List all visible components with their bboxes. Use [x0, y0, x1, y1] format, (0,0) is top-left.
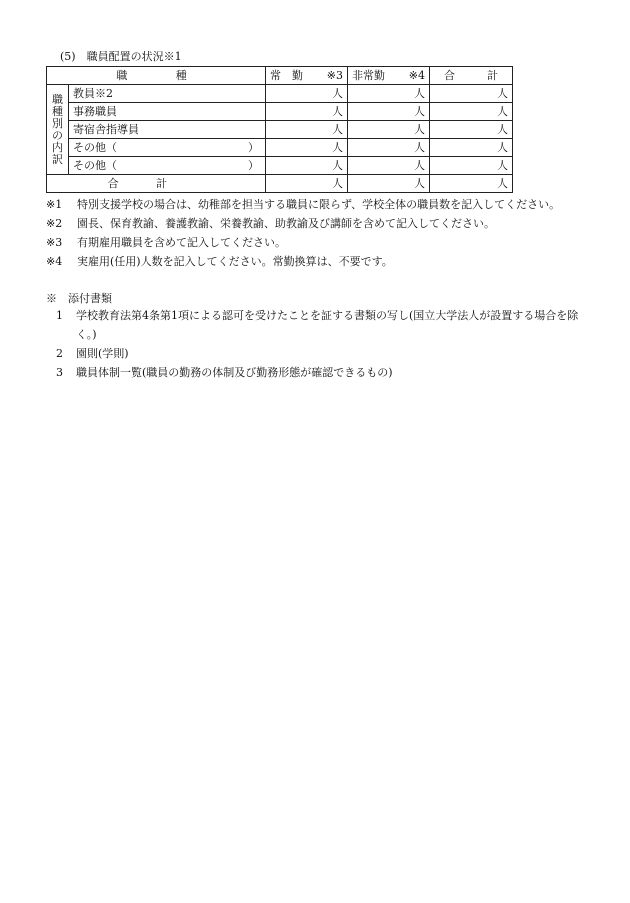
total-cell[interactable]: 人 [430, 85, 513, 103]
total-row [47, 175, 513, 193]
attachment-item [56, 363, 586, 382]
fulltime-cell[interactable]: 人 [266, 157, 348, 175]
parttime-cell[interactable]: 人 [348, 85, 430, 103]
table-row [47, 157, 513, 175]
note-item [46, 214, 606, 233]
header-total-label2: 計 [487, 69, 499, 82]
total-cell[interactable]: 人 [430, 157, 513, 175]
header-fulltime [266, 67, 348, 85]
attachment-number: 2 [56, 347, 63, 360]
fulltime-cell[interactable]: 人 [266, 121, 348, 139]
table-row [47, 121, 513, 139]
attachment-text: 職員体制一覧(職員の勤務の体制及び勤務形態が確認できるもの) [76, 366, 393, 379]
attachments-list [56, 306, 586, 382]
note-text: 実雇用(任用)人数を記入してください。常勤換算は、不要です。 [77, 255, 393, 268]
table-header-row [47, 67, 513, 85]
parttime-cell[interactable]: 人 [348, 139, 430, 157]
parttime-cell[interactable]: 人 [348, 121, 430, 139]
row-label: 事務職員 [69, 103, 266, 121]
side-label: 職種別の内訳 [47, 85, 69, 175]
parttime-cell[interactable]: 人 [348, 103, 430, 121]
note-mark: ※2 [46, 217, 63, 230]
fulltime-cell[interactable]: 人 [266, 85, 348, 103]
other-label: その他（ [73, 141, 117, 154]
attachment-item [56, 306, 586, 344]
note-text: 園長、保育教諭、養護教諭、栄養教諭、助教諭及び講師を含めて記入してください。 [77, 217, 495, 230]
other-close: ） [248, 141, 260, 154]
attachment-text: 園則(学則) [76, 347, 129, 360]
parttime-total-cell[interactable]: 人 [348, 175, 430, 193]
row-label: 教員※2 [69, 85, 266, 103]
note-mark: ※1 [46, 198, 63, 211]
total-cell[interactable]: 人 [430, 121, 513, 139]
notes [46, 195, 606, 271]
grand-total-cell[interactable]: 人 [430, 175, 513, 193]
table-row [47, 85, 513, 103]
header-fulltime-note: ※3 [326, 69, 344, 82]
note-mark: ※3 [46, 236, 63, 249]
note-mark: ※4 [46, 255, 63, 268]
attachment-number: 3 [56, 366, 63, 379]
fulltime-total-cell[interactable]: 人 [266, 175, 348, 193]
fulltime-cell[interactable]: 人 [266, 139, 348, 157]
total-cell[interactable]: 人 [430, 103, 513, 121]
note-item [46, 252, 606, 271]
total-row-label: 合計 [47, 175, 266, 193]
section-title: (5) 職員配置の状況※1 [60, 50, 182, 63]
note-item [46, 233, 606, 252]
other-label: その他（ [73, 159, 117, 172]
table-row [47, 103, 513, 121]
fulltime-cell[interactable]: 人 [266, 103, 348, 121]
attachment-item [56, 344, 586, 363]
header-parttime [348, 67, 430, 85]
note-text: 特別支援学校の場合は、幼稚部を担当する職員に限らず、学校全体の職員数を記入してください。 [77, 198, 561, 211]
row-label-other[interactable] [69, 157, 266, 175]
total-cell[interactable]: 人 [430, 139, 513, 157]
parttime-cell[interactable]: 人 [348, 157, 430, 175]
row-label: 寄宿舎指導員 [69, 121, 266, 139]
header-fulltime-label: 常 勤 [270, 69, 304, 82]
header-parttime-note: ※4 [408, 69, 426, 82]
note-text: 有期雇用職員を含めて記入してください。 [77, 236, 286, 249]
attachment-number: 1 [56, 309, 63, 322]
header-total [430, 67, 513, 85]
other-close: ） [248, 159, 260, 172]
table-row [47, 139, 513, 157]
row-label-other[interactable] [69, 139, 266, 157]
staff-allocation-table [46, 66, 513, 193]
header-total-label: 合 [444, 69, 456, 82]
attachments-title: ※ 添付書類 [46, 292, 112, 305]
header-parttime-label: 非常勤 [352, 69, 386, 82]
note-item [46, 195, 606, 214]
header-category: 職 種 [47, 67, 266, 85]
attachment-text: 学校教育法第4条第1項による認可を受けたことを証する書類の写し(国立大学法人が設置する場合を除く。) [76, 309, 579, 341]
